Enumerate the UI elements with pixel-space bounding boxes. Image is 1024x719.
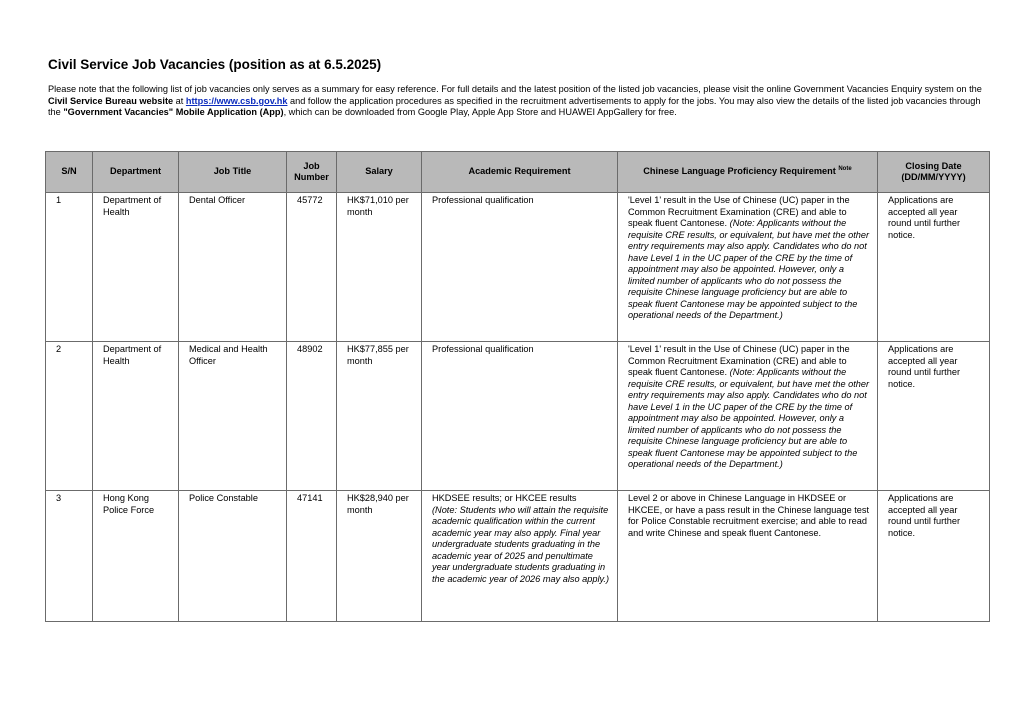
intro-text-1: Please note that the following list of job vacancies only serves as a summary for easy reference. For full details and the latest position of the listed job vacancies, please visit the online Government Vacancies Enquiry system on the [48,84,982,94]
table-row [46,342,990,491]
cell-closing: Applications are accepted all year round until further notice. [878,491,990,622]
academic-text: Professional qualification [432,344,534,354]
table-header-row [46,152,990,193]
cell-salary: HK$28,940 per month [337,491,422,622]
cell-sn: 1 [46,193,93,342]
cell-job-title: Dental Officer [179,193,287,342]
header-department: Department [93,152,179,193]
intro-text-3: and follow the application procedures as specified in the recruitment advertisements to apply for the jobs. You may also view the details of the listed job vacancies through the [48,95,981,118]
header-chinese [618,152,878,193]
header-academic: Academic Requirement [422,152,618,193]
chinese-note: (Note: Applicants without the requisite CRE results, or equivalent, but have met the other entry requirements may also apply. Candidates who do not have Level 1 in the UC paper of the CRE by the time of appointment may also be appointed. However, only a limited number of applicants who do not possess the requisite Chinese language proficiency but are able to speak fluent Cantonese may be appointed subject to the operational needs of the Department.) [628,367,870,469]
csb-website-label: Civil Service Bureau website [48,95,174,106]
header-job-title: Job Title [179,152,287,193]
csb-link[interactable]: https://www.csb.gov.hk [185,95,288,106]
cell-job-title: Police Constable [179,491,287,622]
academic-note: (Note: Students who will attain the requisite academic qualification within the current academic year may also apply. Final year undergraduate students graduating in the academic year of 2025 and penultimate year undergraduate students graduating in the academic year of 2026 may also apply.) [432,504,610,584]
table-row [46,491,990,622]
header-chinese-label: Chinese Language Proficiency Requirement [643,166,836,177]
table-row [46,193,990,342]
cell-job-number: 48902 [287,342,337,491]
cell-chinese [618,491,878,622]
cell-department: Department of Health [93,193,179,342]
cell-sn: 2 [46,342,93,491]
cell-academic [422,342,618,491]
chinese-note: (Note: Applicants without the requisite CRE results, or equivalent, but have met the other entry requirements may also apply. Candidates who do not have Level 1 in the UC paper of the CRE by the time of appointment may also be appointed. However, only a limited number of applicants who do not possess the requisite Chinese language proficiency but are able to speak fluent Cantonese may be appointed subject to the operational needs of the Department.) [628,218,870,320]
vacancy-table [45,151,990,622]
cell-academic [422,193,618,342]
cell-closing: Applications are accepted all year round until further notice. [878,193,990,342]
cell-job-title: Medical and Health Officer [179,342,287,491]
header-closing: Closing Date (DD/MM/YYYY) [878,152,990,193]
academic-text: HKDSEE results; or HKCEE results [432,493,577,503]
intro-text-4: , which can be downloaded from Google Play, Apple App Store and HUAWEI AppGallery for free. [283,107,677,118]
cell-department: Hong Kong Police Force [93,491,179,622]
intro-text-2: at [173,95,186,106]
header-chinese-note: Note [838,166,852,173]
cell-department: Department of Health [93,342,179,491]
academic-text: Professional qualification [432,195,534,205]
header-sn: S/N [46,152,93,193]
intro-paragraph [48,84,992,119]
cell-chinese [618,193,878,342]
chinese-text: Level 2 or above in Chinese Language in HKDSEE or HKCEE, or have a pass result in the Chinese language test for Police Constable recruitment exercise; and able to read and write Chinese and speak fluent Cantonese. [628,493,870,538]
cell-job-number: 45772 [287,193,337,342]
header-salary: Salary [337,152,422,193]
cell-sn: 3 [46,491,93,622]
cell-closing: Applications are accepted all year round until further notice. [878,342,990,491]
cell-salary: HK$71,010 per month [337,193,422,342]
page-title: Civil Service Job Vacancies (position as at 6.5.2025) [48,57,382,72]
cell-academic [422,491,618,622]
cell-salary: HK$77,855 per month [337,342,422,491]
chinese-text: 'Level 1' result in the Use of Chinese (UC) paper in the Common Recruitment Examination (CRE) and able to speak fluent Cantonese. [628,344,850,377]
cell-chinese [618,342,878,491]
app-name-label: "Government Vacancies" Mobile Application (App) [63,107,284,118]
chinese-text: 'Level 1' result in the Use of Chinese (UC) paper in the Common Recruitment Examination (CRE) and able to speak fluent Cantonese. [628,195,850,228]
header-job-number: Job Number [287,152,337,193]
cell-job-number: 47141 [287,491,337,622]
